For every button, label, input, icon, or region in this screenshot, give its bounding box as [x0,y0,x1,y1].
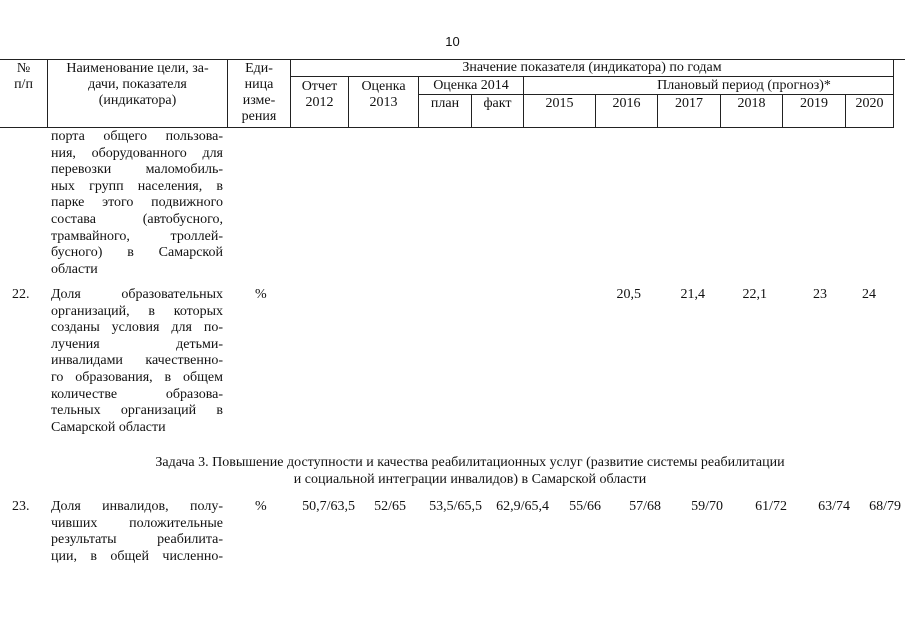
row-number: 22. [12,287,30,302]
row-unit: % [255,499,267,514]
value-plan-2014: 53,5/65,5 [429,499,482,514]
value-2020: 24 [862,287,876,302]
value-2019: 63/74 [818,499,850,514]
header-rule-2 [418,94,893,95]
value-2018: 22,1 [742,287,767,302]
value-2015: 55/66 [569,499,601,514]
value-estimate-2013: 52/65 [374,499,406,514]
header-fact: факт [483,96,512,111]
page-number: 10 [445,34,460,49]
header-name: Наименование цели, за- дачи, показателя (индикатора) [66,61,209,108]
header-estimate-2013: Оценка 2013 [361,79,406,110]
header-bottom-border [0,127,893,128]
header-plan-period: Плановый период (прогноз)* [657,78,831,93]
value-2016: 57/68 [629,499,661,514]
header-plan: план [430,96,460,111]
header-year-2017: 2017 [675,96,703,111]
col-divider [893,59,894,128]
header-report-2012: Отчет 2012 [301,79,338,110]
row-unit: % [255,287,267,302]
continuation-text: порта общего пользова- ния, оборудованного для перевозки маломобиль- ных групп населения, в парке этого подвижного состава (автобусного, трамвайного, троллей- бусного) в Самарской области [51,129,223,277]
header-year-2015: 2015 [545,96,574,111]
value-2017: 21,4 [680,287,705,302]
value-2017: 59/70 [691,499,723,514]
header-estimate-2014: Оценка 2014 [433,78,509,93]
header-num: № п/п [14,61,33,92]
header-rule-1 [290,76,893,77]
header-year-2020: 2020 [855,96,884,111]
task-heading: Задача 3. Повышение доступности и качества реабилитационных услуг (развитие системы реабилитации и социальной интеграции инвалидов) в Самарской области [155,455,785,487]
value-2020: 68/79 [869,499,901,514]
header-values-title: Значение показателя (индикатора) по годам [462,60,722,75]
value-2018: 61/72 [755,499,787,514]
header-year-2016: 2016 [612,96,641,111]
value-2016: 20,5 [616,287,641,302]
row-indicator-name: Доля инвалидов, полу- чивших положительные результаты реабилита- ции, в общей численно- [51,499,223,564]
value-2019: 23 [813,287,827,302]
row-indicator-name: Доля образовательных организаций, в которых созданы условия для по- лучения детьми- инвалидами качественно- го образования, в общем количестве образова- тельных организаций в Самарской области [51,287,223,435]
header-year-2019: 2019 [800,96,828,111]
value-fact-2014: 62,9/65,4 [496,499,549,514]
header-year-2018: 2018 [737,96,766,111]
header-unit: Еди- ница изме- рения [241,61,277,124]
row-number: 23. [12,499,30,514]
value-report-2012: 50,7/63,5 [302,499,355,514]
